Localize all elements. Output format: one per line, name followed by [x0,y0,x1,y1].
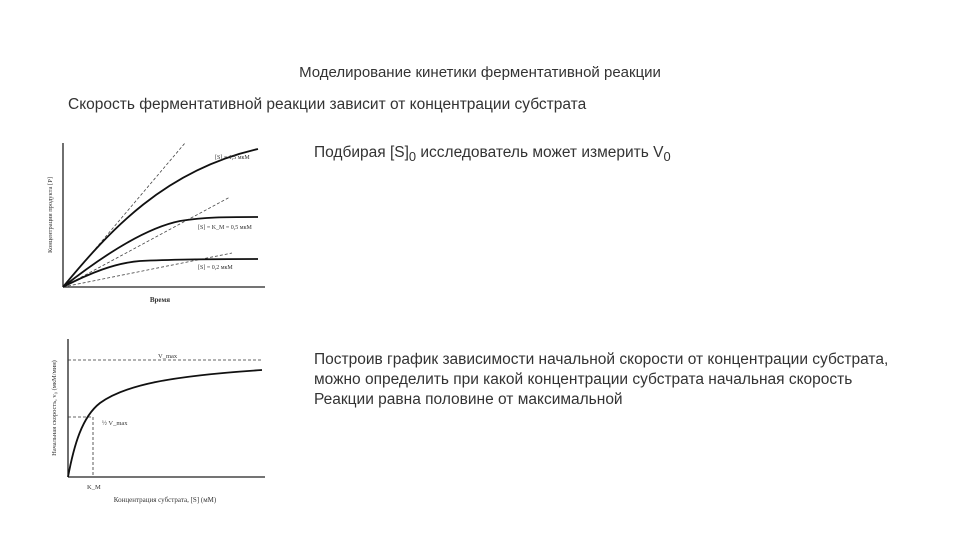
fig2-km-label: K_M [87,484,101,491]
fig2-vmax-label: V_max [158,353,178,360]
fig1-label-high: [S] = 1,5 мкМ [215,155,250,161]
fig1-label-low: [S] = 0,2 мкМ [198,265,233,271]
fig1-tangent-2 [63,197,230,287]
slide-title: Моделирование кинетики ферментативной реакции [299,64,661,81]
fig2-y-label: Начальная скорость, v₀ (мкМ/мин) [51,360,58,456]
fig1-curve-low [63,259,258,287]
michaelis-explanation-text [314,350,888,410]
explanation-line-2: можно определить при какой концентрации субстрата начальная скорость [314,371,853,388]
text1-sub2: 0 [663,149,671,165]
text1-sub1: 0 [408,149,417,165]
text1-middle: исследователь может измерить V [416,144,664,161]
explanation-line-1: Построив график зависимости начальной скорости от концентрации субстрата, [314,351,889,368]
product-vs-time-figure [40,135,270,310]
measure-v0-text [314,144,671,164]
fig2-half-vmax-label: ½ V_max [102,420,128,427]
fig1-y-label: Концентрация продукта [P] [47,176,54,254]
fig2-saturation-curve [68,370,262,477]
fig1-label-km: [S] = K_M = 0,5 мкМ [198,225,252,231]
explanation-line-3: Реакции равна половине от максимальной [314,391,623,408]
slide-subtitle: Скорость ферментативной реакции зависит от концентрации субстрата [68,96,587,113]
fig1-x-label: Время [149,296,171,304]
fig2-x-label: Концентрация субстрата, [S] (мМ) [113,496,217,504]
michaelis-menten-figure [40,335,275,510]
text1-prefix: Подбирая [S] [314,144,409,161]
